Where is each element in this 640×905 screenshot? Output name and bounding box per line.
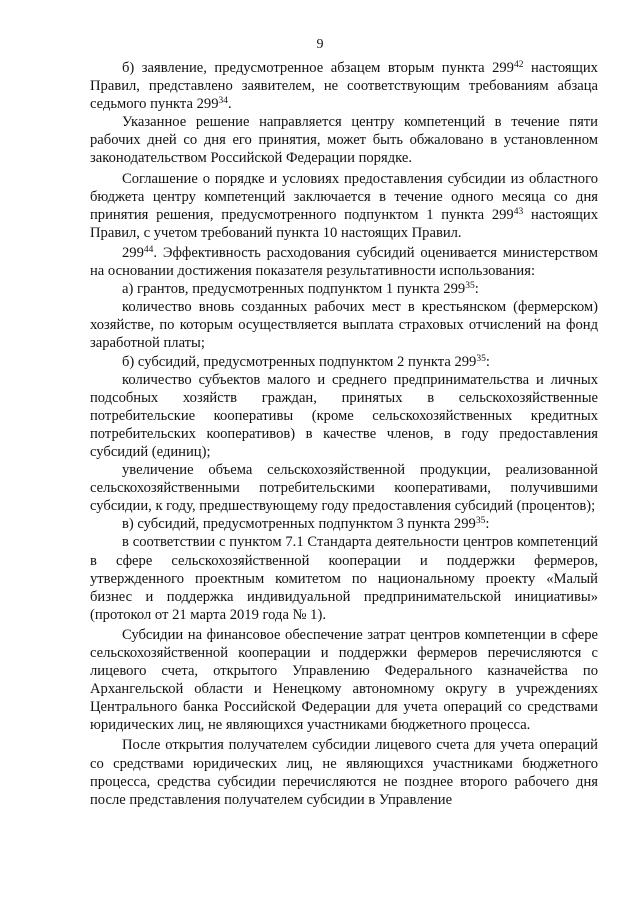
- paragraph-p5: а) грантов, предусмотренных подпунктом 1 пункта $299^{35}$:: [122, 281, 479, 298]
- paragraph-p11: в соответствии с пунктом 7.1 Стандарта деятельности центров компетенций в сфере сельскохозяйственной кооперации и поддержки фермеров, утвержденного проектным комитетом по национальному проекту «Малый бизнес и поддержка индивидуальной предпринимательской инициативы» (протокол от 21 марта 2019 года № 1).: [90, 534, 598, 623]
- paragraph-p2: Указанное решение направляется центру компетенций в течение пяти рабочих дней со дня его принятия, может быть обжаловано в установленном законодательством Российской Федерации порядке.: [90, 114, 598, 167]
- paragraph-p8: количество субъектов малого и среднего предпринимательства и личных подсобных хозяйств граждан, принятых в сельскохозяйственные потребительские кооперативы (кроме сельскохозяйственных кредитных потребительских кооперативов) в качестве членов, в году предоставления субсидий (единиц);: [90, 371, 598, 460]
- paragraph-p9: увеличение объема сельскохозяйственной продукции, реализованной сельскохозяйственными потребительскими кооперативами, получившими субсидии, к году, предшествующему году предоставления субсидий (процентов);: [90, 462, 598, 515]
- paragraph-p6: количество вновь созданных рабочих мест в крестьянском (фермерском) хозяйстве, по которым осуществляется выплата страховых отчислений на фонд заработной платы;: [90, 299, 598, 352]
- paragraph-p12: Субсидии на финансовое обеспечение затрат центров компетенции в сфере сельскохозяйственной кооперации и поддержки фермеров перечисляются с лицевого счета, открытого Управлению Федерального казначейства по Архангельской области и Ненецкому автономному округу в учреждениях Центрального банка Российской Федерации для учета операций со средствами юридических лиц, не являющихся участниками бюджетного процесса.: [90, 626, 598, 734]
- page-number: 9: [316, 37, 324, 52]
- paragraph-p1: б) заявление, предусмотренное абзацем вторым пункта $299^{42}$ настоящих Правил, представлено заявителем, не соответствующим требованиям абзаца седьмого пункта $299^{34}$.: [90, 60, 598, 113]
- paragraph-p4: $299^{44}$. Эффективность расходования субсидий оценивается министерством на основании достижения показателя результативности использования:: [90, 244, 598, 280]
- document-body: [90, 59, 598, 809]
- paragraph-p7: б) субсидий, предусмотренных подпунктом 2 пункта $299^{35}$:: [122, 353, 490, 370]
- paragraph-p13: После открытия получателем субсидии лицевого счета для учета операций со средствами юридических лиц, не являющихся участниками бюджетного процесса, средства субсидии перечисляются не позднее второго рабочего дня после представления получателем субсидии в Управление: [90, 737, 598, 808]
- paragraph-p3: Соглашение о порядке и условиях предоставления субсидии из областного бюджета центру компетенций заключается в течение одного месяца со дня принятия решения, предусмотренного подпунктом 1 пункта $299^{43}$ настоящих Правил, с учетом требований пункта 10 настоящих Правил.: [90, 170, 598, 241]
- paragraph-p10: в) субсидий, предусмотренных подпунктом 3 пункта $299^{35}$:: [122, 516, 490, 533]
